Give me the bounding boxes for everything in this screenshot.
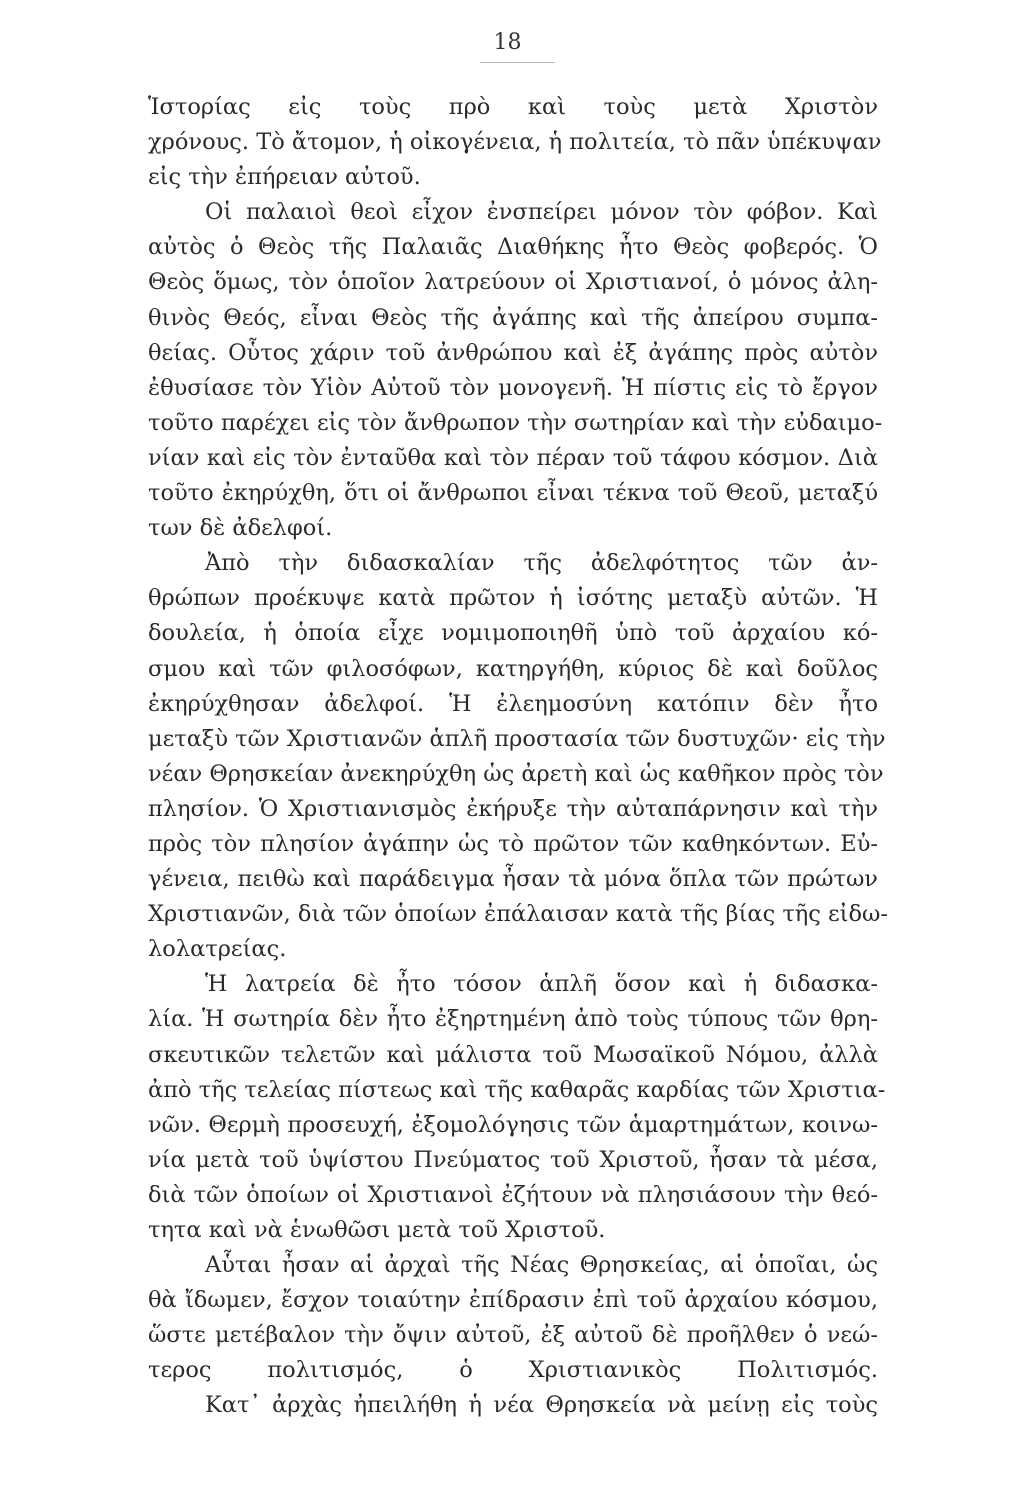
text-line: λία. Ἡ σωτηρία δὲν ἦτο ἐξηρτημένη ἀπὸ τοὺς τύπους τῶν θρη- [148, 1006, 878, 1033]
text-line: νέαν Θρησκείαν ἀνεκηρύχθη ὡς ἀρετὴ καὶ ὡς καθῆκον πρὸς τὸν [148, 760, 884, 787]
page-number-rule [480, 62, 555, 63]
text-line: τητα καὶ νὰ ἑνωθῶσι μετὰ τοῦ Χριστοῦ. [148, 1217, 606, 1243]
text-line: Ἱστορίας εἰς τοὺς πρὸ καὶ τοὺς μετὰ Χριστὸν [148, 94, 878, 120]
text-line: γένεια, πειθὼ καὶ παράδειγμα ἦσαν τὰ μόνα ὅπλα τῶν πρώτων [148, 866, 878, 893]
text-line: εἰς τὴν ἐπήρειαν αὐτοῦ. [148, 164, 421, 191]
text-line: θείας. Οὗτος χάριν τοῦ ἀνθρώπου καὶ ἐξ ἀγάπης πρὸς αὐτὸν [148, 339, 878, 366]
text-line: τοῦτο παρέχει εἰς τὸν ἄνθρωπον τὴν σωτηρίαν καὶ τὴν εὐδαιμο- [148, 409, 883, 436]
text-line: Ἡ λατρεία δὲ ἦτο τόσον ἁπλῆ ὅσον καὶ ἡ διδασκα- [205, 971, 878, 998]
text-line: νίαν καὶ εἰς τὸν ἐνταῦθα καὶ τὸν πέραν τοῦ τάφου κόσμον. Διὰ [148, 444, 878, 471]
text-line: μεταξὺ τῶν Χριστιανῶν ἁπλῆ προστασία τῶν δυστυχῶν· εἰς τὴν [148, 725, 886, 752]
text-line: ἐθυσίασε τὸν Υἱὸν Αὐτοῦ τὸν μονογενῆ. Ἡ πίστις εἰς τὸ ἔργον [148, 374, 878, 401]
text-line: νία μετὰ τοῦ ὑψίστου Πνεύματος τοῦ Χριστοῦ, ἦσαν τὰ μέσα, [148, 1146, 878, 1173]
text-line: θὰ ἴδωμεν, ἔσχον τοιαύτην ἐπίδρασιν ἐπὶ τοῦ ἀρχαίου κόσμου, [148, 1287, 878, 1314]
text-line: σκευτικῶν τελετῶν καὶ μάλιστα τοῦ Μωσαϊκοῦ Νόμου, ἀλλὰ [148, 1041, 878, 1068]
text-line: Ἀπὸ τὴν διδασκαλίαν τῆς ἀδελφότητος τῶν ἀν- [205, 550, 878, 577]
text-line: Οἱ παλαιοὶ θεοὶ εἶχον ἐνσπείρει μόνον τὸν φόβον. Καὶ [205, 199, 878, 226]
text-line: δουλεία, ἡ ὁποία εἶχε νομιμοποιηθῆ ὑπὸ τοῦ ἀρχαίου κό- [148, 620, 878, 647]
text-line: λολατρείας. [148, 936, 287, 963]
text-line: πλησίον. Ὁ Χριστιανισμὸς ἐκήρυξε τὴν αὐταπάρνησιν καὶ τὴν [148, 795, 878, 822]
text-line: θρώπων προέκυψε κατὰ πρῶτον ἡ ἰσότης μεταξὺ αὐτῶν. Ἡ [148, 585, 878, 612]
text-line: των δὲ ἀδελφοί. [148, 515, 333, 542]
text-line: διὰ τῶν ὁποίων οἱ Χριστιανοὶ ἐζήτουν νὰ πλησιάσουν τὴν θεό- [148, 1181, 878, 1208]
text-line: σμου καὶ τῶν φιλοσόφων, κατηργήθη, κύριος δὲ καὶ δοῦλος [148, 655, 878, 682]
text-line: ἐκηρύχθησαν ἀδελφοί. Ἡ ἐλεημοσύνη κατόπιν δὲν ἦτο [148, 690, 878, 717]
text-line: πρὸς τὸν πλησίον ἀγάπην ὡς τὸ πρῶτον τῶν καθηκόντων. Εὐ- [148, 830, 878, 857]
text-line: αὐτὸς ὁ Θεὸς τῆς Παλαιᾶς Διαθήκης ἦτο Θεὸς φοβερός. Ὁ [148, 234, 878, 261]
text-line: νῶν. Θερμὴ προσευχή, ἐξομολόγησις τῶν ἁμαρτημάτων, κοινω- [148, 1111, 878, 1138]
text-line: Αὗται ἦσαν αἱ ἀρχαὶ τῆς Νέας Θρησκείας, αἱ ὁποῖαι, ὡς [205, 1252, 878, 1279]
text-line: ἀπὸ τῆς τελείας πίστεως καὶ τῆς καθαρᾶς καρδίας τῶν Χριστια- [148, 1076, 886, 1103]
text-line: τοῦτο ἐκηρύχθη, ὅτι οἱ ἄνθρωποι εἶναι τέκνα τοῦ Θεοῦ, μεταξύ [148, 480, 878, 507]
text-line: θινὸς Θεός, εἶναι Θεὸς τῆς ἀγάπης καὶ τῆς ἀπείρου συμπα- [148, 304, 878, 331]
text-line: Κατ᾽ ἀρχὰς ἠπειλήθη ἡ νέα Θρησκεία νὰ μείνῃ εἰς τοὺς [205, 1392, 878, 1419]
text-line: τερος πολιτισμός, ὁ Χριστιανικὸς Πολιτισμός. [148, 1357, 878, 1384]
text-line: ὥστε μετέβαλον τὴν ὄψιν αὐτοῦ, ἐξ αὐτοῦ δὲ προῆλθεν ὁ νεώ- [148, 1322, 878, 1349]
page-number: 18 [493, 30, 522, 55]
text-line: Χριστιανῶν, διὰ τῶν ὁποίων ἐπάλαισαν κατὰ τῆς βίας τῆς εἰδω- [148, 901, 888, 928]
text-line: χρόνους. Τὸ ἄτομον, ἡ οἰκογένεια, ἡ πολιτεία, τὸ πᾶν ὑπέκυψαν [148, 129, 882, 156]
text-line: Θεὸς ὅμως, τὸν ὁποῖον λατρεύουν οἱ Χριστιανοί, ὁ μόνος ἀλη- [148, 269, 878, 296]
body-text [148, 90, 888, 1424]
